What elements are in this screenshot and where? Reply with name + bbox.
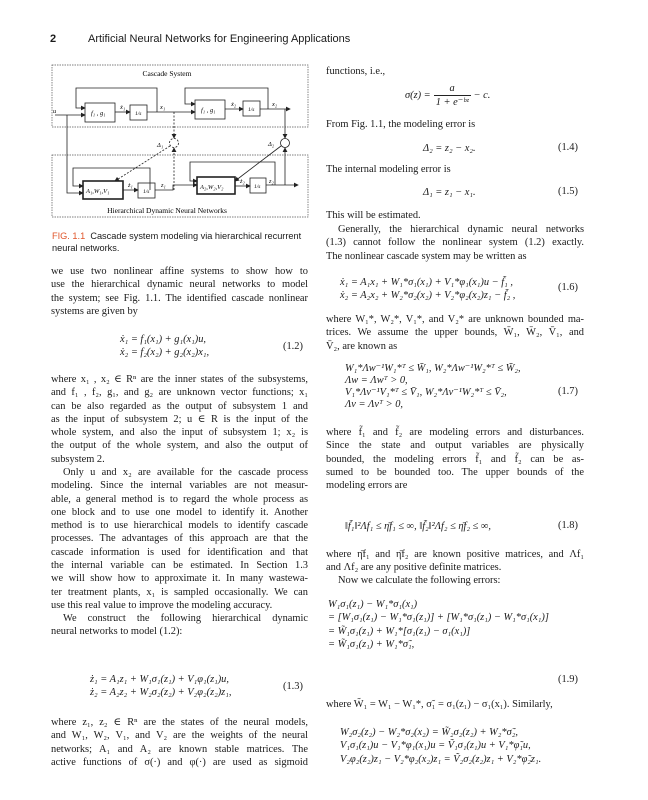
text-line: the system; see Fig. 1.1. The identified cascade nonlinear [51, 292, 308, 304]
text-line: and W₁, W₂, V₁, and V₂ are the weights of the neural [51, 730, 308, 742]
equation-label: (1.2) [283, 341, 303, 352]
paragraph [51, 466, 308, 612]
equation-label: (1.5) [558, 186, 578, 197]
label-delta1: Δ₁ [157, 142, 164, 149]
text-line: cascade information is used for identification and that [51, 546, 308, 558]
text-line: we will show how to approximate it. In many wastewa- [51, 573, 308, 585]
figure-cascade-diagram [0, 0, 648, 230]
label-f1g1: f₁ , g₁ [91, 110, 106, 117]
equation-line: Λv = Λvᵀ > 0, [345, 399, 403, 410]
paragraph [326, 209, 584, 222]
text-line: trices. We assume the upper bounds, W̄₁, W̄₂, V̄₁, and [326, 327, 584, 339]
paragraph [51, 373, 308, 466]
text-line: Only u and x₂ are available for the cascade process [63, 467, 308, 478]
label-z1dot: ż₁ [128, 182, 133, 189]
text-line: Generally, the hierarchical dynamic neural networks [338, 224, 584, 235]
text-line: the output of the whole system, and also the output of [51, 440, 308, 452]
text-line: one block and to use one model to identify it. Another [51, 506, 308, 518]
equation-label: (1.3) [283, 681, 303, 692]
paragraph [51, 716, 308, 769]
figure-caption [52, 230, 312, 254]
running-title: Artificial Neural Networks for Engineering Applications [88, 33, 351, 45]
label-int3: 1/s [143, 189, 150, 195]
paragraph [326, 698, 584, 711]
sigma-lhs: σ(z) = [405, 90, 431, 102]
text-line: where x₁ , x₂ ∈ Rⁿ are the inner states of the subsystems, [51, 374, 308, 385]
paragraph [326, 118, 584, 131]
equation-1-3 [90, 673, 231, 700]
paragraph [326, 223, 584, 263]
equation-label: (1.6) [558, 282, 578, 293]
equation-1-4: Δ₂ = z₂ − x₂. [423, 143, 476, 154]
text-line: method is to use hierarchical models to identify cascade [51, 520, 308, 532]
text-line: modeling. Since the internal variables are not measur- [51, 480, 308, 492]
text-line: Since the state and output variables are physically [326, 440, 584, 452]
equation-label: (1.9) [558, 674, 578, 685]
equation-1-9 [328, 598, 549, 651]
text-line: active functions of σ(·) and φ(·) are used as sigmoid [51, 756, 308, 768]
text-line: use the hierarchical dynamic neural networks to model [51, 279, 308, 291]
text-line: processes. The advantages of this approach are that the [51, 533, 308, 545]
text-line: where f̃₁ and f̃₂ are modeling errors and disturbances. [326, 427, 584, 438]
paragraph [326, 574, 584, 587]
fraction [434, 82, 471, 110]
equation-label: (1.8) [558, 520, 578, 531]
text-line: This will be estimated. [326, 210, 421, 221]
label-nn1: A₁,W₁,V₁ [86, 188, 110, 195]
label-int1: 1/s [135, 111, 142, 117]
equation-line: = W̃₁σ₁(z₁) + W₁*σ̃₁, [328, 638, 415, 650]
label-u: u [53, 108, 57, 115]
equation-line: Λw = Λwᵀ > 0, [345, 375, 408, 386]
equation-line: ẋ₁ = A₁x₁ + W₁*σ₁(x₁) + V₁*φ₁(x₁)u − f̃₁ , [340, 277, 513, 288]
equation-line: W₁*Λw⁻¹W₁*ᵀ ≤ W̄₁, W₂*Λw⁻¹W₂*ᵀ ≤ W̄₂, [345, 363, 521, 374]
caption-label: FIG. 1.1 [52, 231, 86, 241]
cascade-system-title: Cascade System [142, 69, 192, 78]
text-line: as the input of subsystem 2; u ∈ R is the input of the [51, 413, 308, 425]
text-line: we use two nonlinear affine systems to show how to [51, 266, 308, 277]
numerator: a [434, 82, 471, 96]
text-line: can be also regarded as the output of subsystem 1 and [51, 400, 308, 412]
equation-line: ż₁ = A₁z₁ + W₁σ₁(z₁) + V₁φ₁(z₁)u, [90, 674, 229, 685]
label-z1: z₁ [161, 182, 166, 189]
label-int4: 1/s [254, 184, 261, 190]
sigma-rhs: − c. [473, 90, 491, 102]
text-line: Now we calculate the following errors: [338, 575, 501, 586]
paragraph [326, 65, 584, 78]
equation-sigma [405, 82, 490, 110]
text-line: The nonlinear cascade system may be written as [326, 250, 527, 262]
equation-line: ẋ₂ = f₂(x₂) + g₂(x₂)x₁, [120, 347, 210, 359]
text-line: systems are given by [51, 305, 138, 317]
equation-line: V₁*Λv⁻¹V₁*ᵀ ≤ V̄₁, W₂*Λv⁻¹W₂*ᵀ ≤ V̄₂, [345, 387, 507, 398]
paragraph [326, 426, 584, 492]
text-line: neural networks to model (1.2): [51, 626, 183, 638]
text-line: modeling errors are [326, 480, 408, 492]
text-line: V̄₂, are known as [326, 340, 398, 352]
equation-1-8: ‖f̃₁‖²Λf₁ ≤ η̄f₁ ≤ ∞, ‖f̃₂‖²Λf₂ ≤ η̄f₂ ≤ ∞, [345, 521, 491, 532]
equation-1-7 [345, 363, 521, 411]
equation-1-2 [120, 333, 209, 360]
equation-line: V₁σ₁(z₁)u − V₁*φ₁(x₁)u = Ṽ₁σ₁(z₁)u + V₁*φ̃₁u, [340, 740, 531, 752]
equation-line: W₂σ₂(z₂) − W₂*σ₂(x₂) = W̃₂σ₂(z₂) + W₂*σ̃₂, [340, 727, 518, 738]
label-nn2: A₂,W₂,V₂ [200, 184, 224, 191]
text-line: where z₁, z₂ ∈ Rⁿ are the states of the neural models, [51, 717, 308, 728]
text-line: bounded, the modeling errors f̃₁ and f̃₂ can be as- [326, 453, 584, 465]
paragraph [51, 265, 308, 318]
label-z2: z₂ [269, 178, 274, 185]
denominator: 1 + e⁻ᵇᶻ [435, 97, 469, 109]
equation-line: W₁σ₁(z₁) − W₁*σ₁(x₁) [328, 599, 418, 610]
text-line: networks; A₁ and A₂ are known stable matrices. The [51, 743, 308, 755]
text-line: ter treatment plants, x₁ is sampled occasionally. We can [51, 586, 308, 598]
text-line: and Λf₂ are any positive definite matrices. [326, 562, 502, 574]
equation-similar [340, 726, 541, 766]
label-z2dot: ż₂ [240, 178, 245, 185]
label-delta2: Δ₂ [268, 141, 275, 148]
label-x2: x₂ [272, 101, 278, 108]
text-line: and f₁ , f₂, g₁, and g₂ are unknown vector functions; x₁ [51, 387, 308, 399]
text-line: able, a general method is to regard the whole process as [51, 493, 308, 505]
equation-label: (1.7) [558, 386, 578, 397]
equation-1-5: Δ₁ = z₁ − x₁. [423, 187, 476, 198]
label-int2: 1/s [248, 107, 255, 113]
text-line: subsystem 2. [51, 453, 105, 465]
text-line: We construct the following hierarchical dynamic [63, 613, 308, 624]
caption-text: Cascade system modeling via hierarchical recurrent neural networks. [52, 231, 302, 253]
equation-1-6 [340, 276, 515, 303]
equation-line: V₂φ₂(z₂)z₁ − V₂*φ₂(x₂)z₁ = Ṽ₂σ₂(z₂)z₁ + V₂*φ̃₂z₁. [340, 753, 542, 765]
paragraph [51, 612, 308, 639]
text-line: where W̃₁ = W₁ − W₁*, σ̃₁ = σ₁(z₁) − σ₁(x₁). Similarly, [326, 699, 553, 710]
hdnn-title: Hierarchical Dynamic Neural Networks [107, 206, 227, 215]
text-line: where η̄f₁ and η̄f₂ are known positive matrices, and Λf₁ [326, 549, 584, 560]
text-line: From Fig. 1.1, the modeling error is [326, 119, 476, 130]
paragraph [326, 313, 584, 353]
label-f2g2: f₁ , g₁ [201, 107, 216, 114]
text-line: use this real value to improve the modeling accuracy. [51, 599, 273, 611]
text-line: whole system, and also the input of subsystem 1; x₂ is [51, 427, 308, 439]
text-line: functions, i.e., [326, 66, 386, 77]
text-line: (1.3) cannot follow the nonlinear system (1.2) exactly. [326, 237, 584, 249]
equation-line: = W̃₁σ₁(z₁) + W₁*[σ₁(z₁) − σ₁(x₁)] [328, 625, 471, 637]
sum-node-1 [170, 139, 179, 148]
equation-label: (1.4) [558, 142, 578, 153]
sum-node-2 [281, 139, 290, 148]
label-x1dot: ẋ₁ [120, 104, 126, 111]
text-line: where W₁*, W₂*, V₁*, and V₂* are unknown bounded ma- [326, 314, 584, 325]
equation-line: ẋ₁ = f₁(x₁) + g₁(x₁)u, [120, 334, 207, 345]
label-x2dot: ẋ₂ [231, 101, 237, 108]
page-number: 2 [50, 33, 57, 45]
text-line: The internal modeling error is [326, 164, 451, 175]
paragraph [326, 548, 584, 575]
equation-line: = [W₁σ₁(z₁) − W₁*σ₁(z₁)] + [W₁*σ₁(z₁) − W₁*σ₁(x₁)] [328, 612, 549, 624]
label-x1: x₁ [160, 104, 166, 111]
paragraph [326, 163, 584, 176]
text-line: the internal variable can be estimated. In Section 1.3 [51, 560, 308, 572]
equation-line: ẋ₂ = A₂x₂ + W₂*σ₂(x₂) + V₂*φ₂(x₂)z₁ − f̃₂ , [340, 290, 516, 302]
text-line: sumed to be bounded too. The upper bounds of the [326, 466, 584, 478]
equation-line: ż₂ = A₂z₂ + W₂σ₂(z₂) + V₂φ₂(z₂)z₁, [90, 687, 232, 699]
